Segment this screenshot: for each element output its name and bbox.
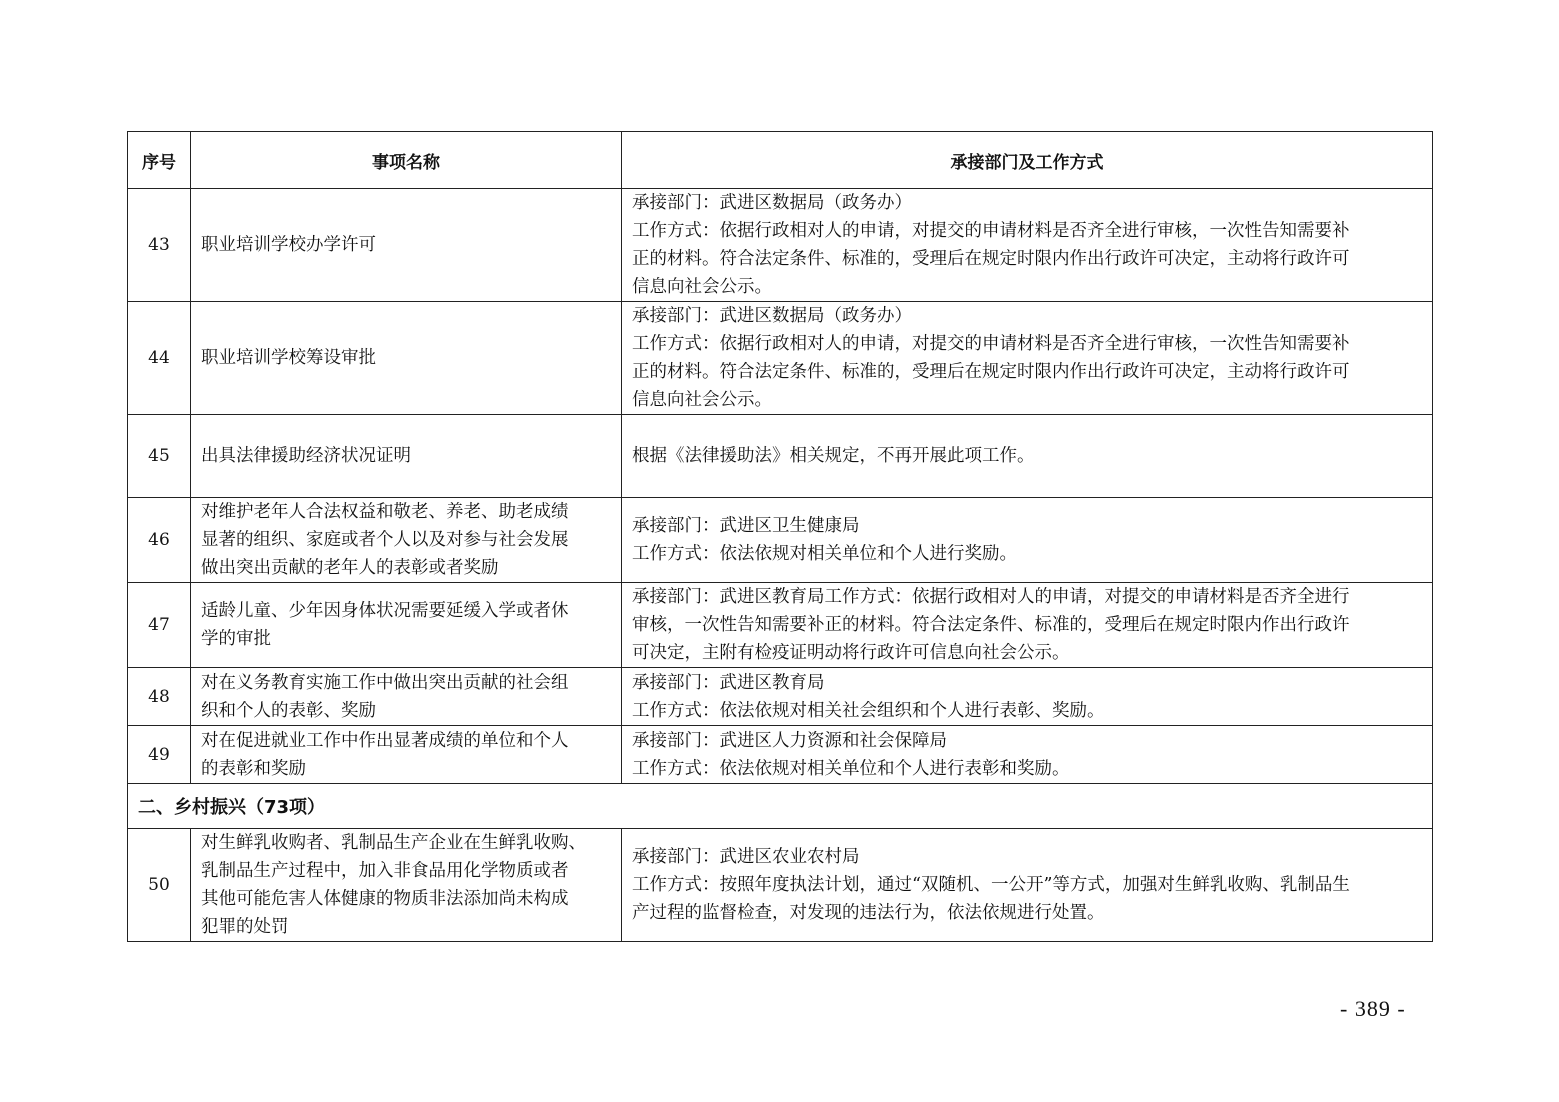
dept-and-method [622,668,1433,726]
dept-and-method [622,583,1433,668]
table-row [128,668,1433,726]
header-name: 事项名称 [191,132,622,189]
dept-and-method [622,415,1433,498]
row-number: 47 [128,583,191,668]
page-number: - 389 - [1340,996,1406,1021]
text-line: 对在促进就业工作中作出显著成绩的单位和个人 [201,730,569,751]
text-line: 承接部门：武进区农业农村局 [632,847,860,867]
text-line: 织和个人的表彰、奖励 [201,700,376,721]
text-line: 做出突出贡献的老年人的表彰或者奖励 [201,558,499,578]
header-row [128,132,1433,189]
table-row [128,415,1433,498]
text-line: 对在义务教育实施工作中做出突出贡献的社会组 [201,672,569,693]
text-line: 工作方式：依据行政相对人的申请，对提交的申请材料是否齐全进行审核，一次性告知需要补 [632,334,1350,354]
text-line: 产过程的监督检查，对发现的违法行为，依法依规进行处置。 [632,903,1105,923]
table-body-section [128,784,1433,829]
dept-and-method [622,189,1433,302]
matter-name [191,583,622,668]
text-line: 职业培训学校办学许可 [201,235,376,255]
table-row [128,302,1433,415]
dept-and-method [622,302,1433,415]
row-number: 50 [128,829,191,942]
text-line: 审核，一次性告知需要补正的材料。符合法定条件、标准的，受理后在规定时限内作出行政许 [632,615,1350,635]
matter-name [191,498,622,583]
header-dept: 承接部门及工作方式 [622,132,1433,189]
text-line: 的表彰和奖励 [201,758,306,779]
text-line: 其他可能危害人体健康的物质非法添加尚未构成 [201,889,569,909]
table-row [128,498,1433,583]
text-line: 工作方式：按照年度执法计划，通过“双随机、一公开”等方式，加强对生鲜乳收购、乳制品生 [632,875,1350,895]
row-number: 48 [128,668,191,726]
text-line: 承接部门：武进区教育局工作方式：依据行政相对人的申请，对提交的申请材料是否齐全进行 [632,587,1350,607]
text-line: 工作方式：依法依规对相关单位和个人进行奖励。 [632,544,1017,564]
text-line: 工作方式：依法依规对相关社会组织和个人进行表彰、奖励。 [632,700,1105,721]
text-line: 显著的组织、家庭或者个人以及对参与社会发展 [201,530,569,550]
section-row [128,784,1433,829]
table-body-rural [128,829,1433,942]
text-line: 承接部门：武进区教育局 [632,672,825,693]
dept-and-method [622,726,1433,784]
text-line: 承接部门：武进区数据局（政务办） [632,306,912,326]
text-line: 适龄儿童、少年因身体状况需要延缓入学或者休 [201,601,569,621]
table-row [128,829,1433,942]
text-line: 职业培训学校筹设审批 [201,348,376,368]
dept-and-method [622,829,1433,942]
row-number: 46 [128,498,191,583]
text-line: 犯罪的处罚 [201,917,289,937]
text-line: 承接部门：武进区数据局（政务办） [632,193,912,213]
text-line: 对生鲜乳收购者、乳制品生产企业在生鲜乳收购、 [201,833,586,853]
row-number: 43 [128,189,191,302]
table-body-general [128,189,1433,784]
row-number: 44 [128,302,191,415]
row-number: 45 [128,415,191,498]
text-line: 根据《法律援助法》相关规定，不再开展此项工作。 [632,446,1035,466]
matter-name [191,302,622,415]
header-index: 序号 [128,132,191,189]
matters-table [127,131,1433,942]
table-row [128,726,1433,784]
text-line: 对维护老年人合法权益和敬老、养老、助老成绩 [201,502,569,522]
text-line: 乳制品生产过程中，加入非食品用化学物质或者 [201,861,569,881]
text-line: 信息向社会公示。 [632,390,772,410]
matter-name [191,668,622,726]
row-number: 49 [128,726,191,784]
text-line: 可决定，主附有检疫证明动将行政许可信息向社会公示。 [632,643,1070,663]
matter-name [191,415,622,498]
text-line: 工作方式：依据行政相对人的申请，对提交的申请材料是否齐全进行审核，一次性告知需要补 [632,221,1350,241]
text-line: 学的审批 [201,629,271,649]
text-line: 工作方式：依法依规对相关单位和个人进行表彰和奖励。 [632,758,1070,779]
table-row [128,189,1433,302]
matter-name [191,189,622,302]
text-line: 正的材料。符合法定条件、标准的，受理后在规定时限内作出行政许可决定，主动将行政许可 [632,249,1350,269]
text-line: 承接部门：武进区人力资源和社会保障局 [632,730,947,751]
text-line: 承接部门：武进区卫生健康局 [632,516,860,536]
text-line: 出具法律援助经济状况证明 [201,446,411,466]
matter-name [191,829,622,942]
dept-and-method [622,498,1433,583]
text-line: 信息向社会公示。 [632,277,772,297]
matter-name [191,726,622,784]
section-title: 二、乡村振兴（73项） [128,784,1433,829]
text-line: 正的材料。符合法定条件、标准的，受理后在规定时限内作出行政许可决定，主动将行政许可 [632,362,1350,382]
table-row [128,583,1433,668]
